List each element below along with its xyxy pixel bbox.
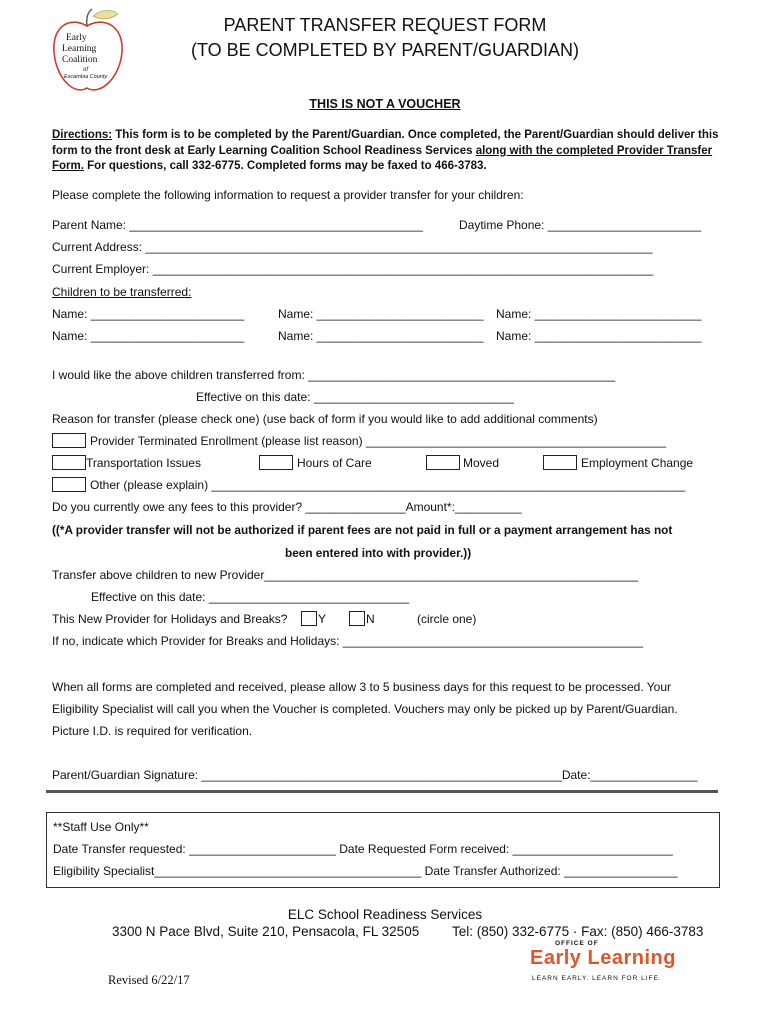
checkbox-yes[interactable] [301, 611, 317, 626]
warning-line-1: ((*A provider transfer will not be authorized if parent fees are not paid in full or a payment arrangement has not [52, 523, 673, 537]
checkbox-hours[interactable] [259, 455, 293, 470]
circle-one-note: (circle one) [417, 612, 477, 626]
form-title-line1: PARENT TRANSFER REQUEST FORM [223, 15, 547, 35]
child-name-field-1[interactable]: Name: _______________________ [52, 307, 245, 321]
signature-field[interactable]: Parent/Guardian Signature: ______________________________________________________Date:________________ [52, 768, 698, 782]
notice-line-2: Eligibility Specialist will call you when the Voucher is completed. Vouchers may only be picked up by Parent/Guardian. [52, 702, 678, 716]
logo-text-1: Early [66, 33, 87, 43]
transfer-from-field[interactable]: I would like the above children transferred from: ______________________________________________ [52, 368, 616, 382]
directions-underline: along with the completed Provider Transfer Form. [52, 144, 713, 172]
child-name-field-5[interactable]: Name: _________________________ [278, 329, 484, 343]
staff-heading: **Staff Use Only** [53, 820, 149, 834]
logo-text-2: Learning [62, 44, 97, 54]
effective-date-field-2[interactable]: Effective on this date: ______________________________ [91, 590, 410, 604]
checkbox-terminated[interactable] [52, 433, 86, 448]
warning-line-2: been entered into with provider.)) [285, 546, 472, 560]
early-learning-logo: Early Learning [530, 947, 676, 969]
child-name-field-2[interactable]: Name: _________________________ [278, 307, 484, 321]
intro-text: Please complete the following information to request a provider transfer for your children: [52, 188, 524, 202]
option-other[interactable]: Other (please explain) _______________________________________________________________________ [90, 478, 686, 492]
form-title-line2: (TO BE COMPLETED BY PARENT/GUARDIAN) [190, 40, 580, 60]
child-name-field-4[interactable]: Name: _______________________ [52, 329, 245, 343]
current-employer-field[interactable]: Current Employer: ___________________________________________________________________________ [52, 262, 654, 276]
option-hours: Hours of Care [297, 456, 372, 470]
option-moved: Moved [463, 456, 500, 470]
option-no: N [366, 612, 375, 626]
checkbox-moved[interactable] [426, 455, 460, 470]
checkbox-transportation[interactable] [52, 455, 86, 470]
fees-field[interactable]: Do you currently owe any fees to this provider? _______________Amount*:__________ [52, 500, 522, 514]
staff-specialist[interactable]: Eligibility Specialist________________________________________ Date Transfer Authorized: _________________ [53, 864, 678, 878]
footer-address: 3300 N Pace Blvd, Suite 210, Pensacola, FL 32505 [112, 924, 420, 939]
office-of-label: OFFICE OF [555, 940, 599, 947]
current-address-field[interactable]: Current Address: ____________________________________________________________________________ [52, 240, 653, 254]
directions-text-1: This form is to be completed by the Parent/Guardian. Once completed, the Parent/Guardian should deliver this form to the front desk at Early Learning Coalition School Readiness Services [52, 129, 719, 157]
children-label: Children to be transferred: [52, 285, 192, 299]
logo-text-5: Escambia County [64, 74, 108, 80]
holidays-question: This New Provider for Holidays and Breaks? [52, 612, 288, 626]
reason-label: Reason for transfer (please check one) (use back of form if you would like to add additional comments) [52, 412, 598, 426]
effective-date-field-1[interactable]: Effective on this date: ______________________________ [196, 390, 515, 404]
parent-name-field[interactable]: Parent Name: ____________________________________________ [52, 218, 424, 232]
staff-use-box [46, 812, 720, 888]
transfer-to-field[interactable]: Transfer above children to new Provider________________________________________________________ [52, 568, 639, 582]
checkbox-no[interactable] [349, 611, 365, 626]
child-name-field-6[interactable]: Name: _________________________ [496, 329, 702, 343]
directions [52, 128, 720, 175]
revised-date: Revised 6/22/17 [108, 973, 190, 987]
checkbox-employment[interactable] [543, 455, 577, 470]
daytime-phone-field[interactable]: Daytime Phone: _______________________ [459, 218, 702, 232]
staff-date-requested[interactable]: Date Transfer requested: ______________________ Date Requested Form received: ________________________ [53, 842, 673, 856]
child-name-field-3[interactable]: Name: _________________________ [496, 307, 702, 321]
option-terminated: Provider Terminated Enrollment (please list reason) _____________________________________________ [90, 434, 667, 448]
directions-label: Directions: [52, 129, 113, 141]
notice-line-1: When all forms are completed and received, please allow 3 to 5 business days for this request to be processed. Your [52, 680, 672, 694]
notice-line-3: Picture I.D. is required for verification. [52, 724, 253, 738]
checkbox-other[interactable] [52, 477, 86, 492]
logo-tagline: LEARN EARLY. LEARN FOR LIFE. [532, 975, 662, 982]
option-employment: Employment Change [581, 456, 694, 470]
option-yes: Y [318, 612, 327, 626]
logo-text-4: of [83, 67, 89, 73]
footer-org: ELC School Readiness Services [287, 907, 483, 922]
if-no-field[interactable]: If no, indicate which Provider for Breaks and Holidays: _____________________________________________ [52, 634, 644, 648]
not-voucher-heading: THIS IS NOT A VOUCHER [309, 97, 461, 111]
divider-rule [46, 790, 718, 793]
logo-text-3: Coalition [62, 55, 98, 65]
directions-text-2: For questions, call 332-6775. Completed forms may be faxed to 466-3783. [83, 160, 487, 172]
footer-phone: Tel: (850) 332-6775 · Fax: (850) 466-3783 [452, 924, 704, 939]
option-transportation: Transportation Issues [86, 456, 201, 470]
